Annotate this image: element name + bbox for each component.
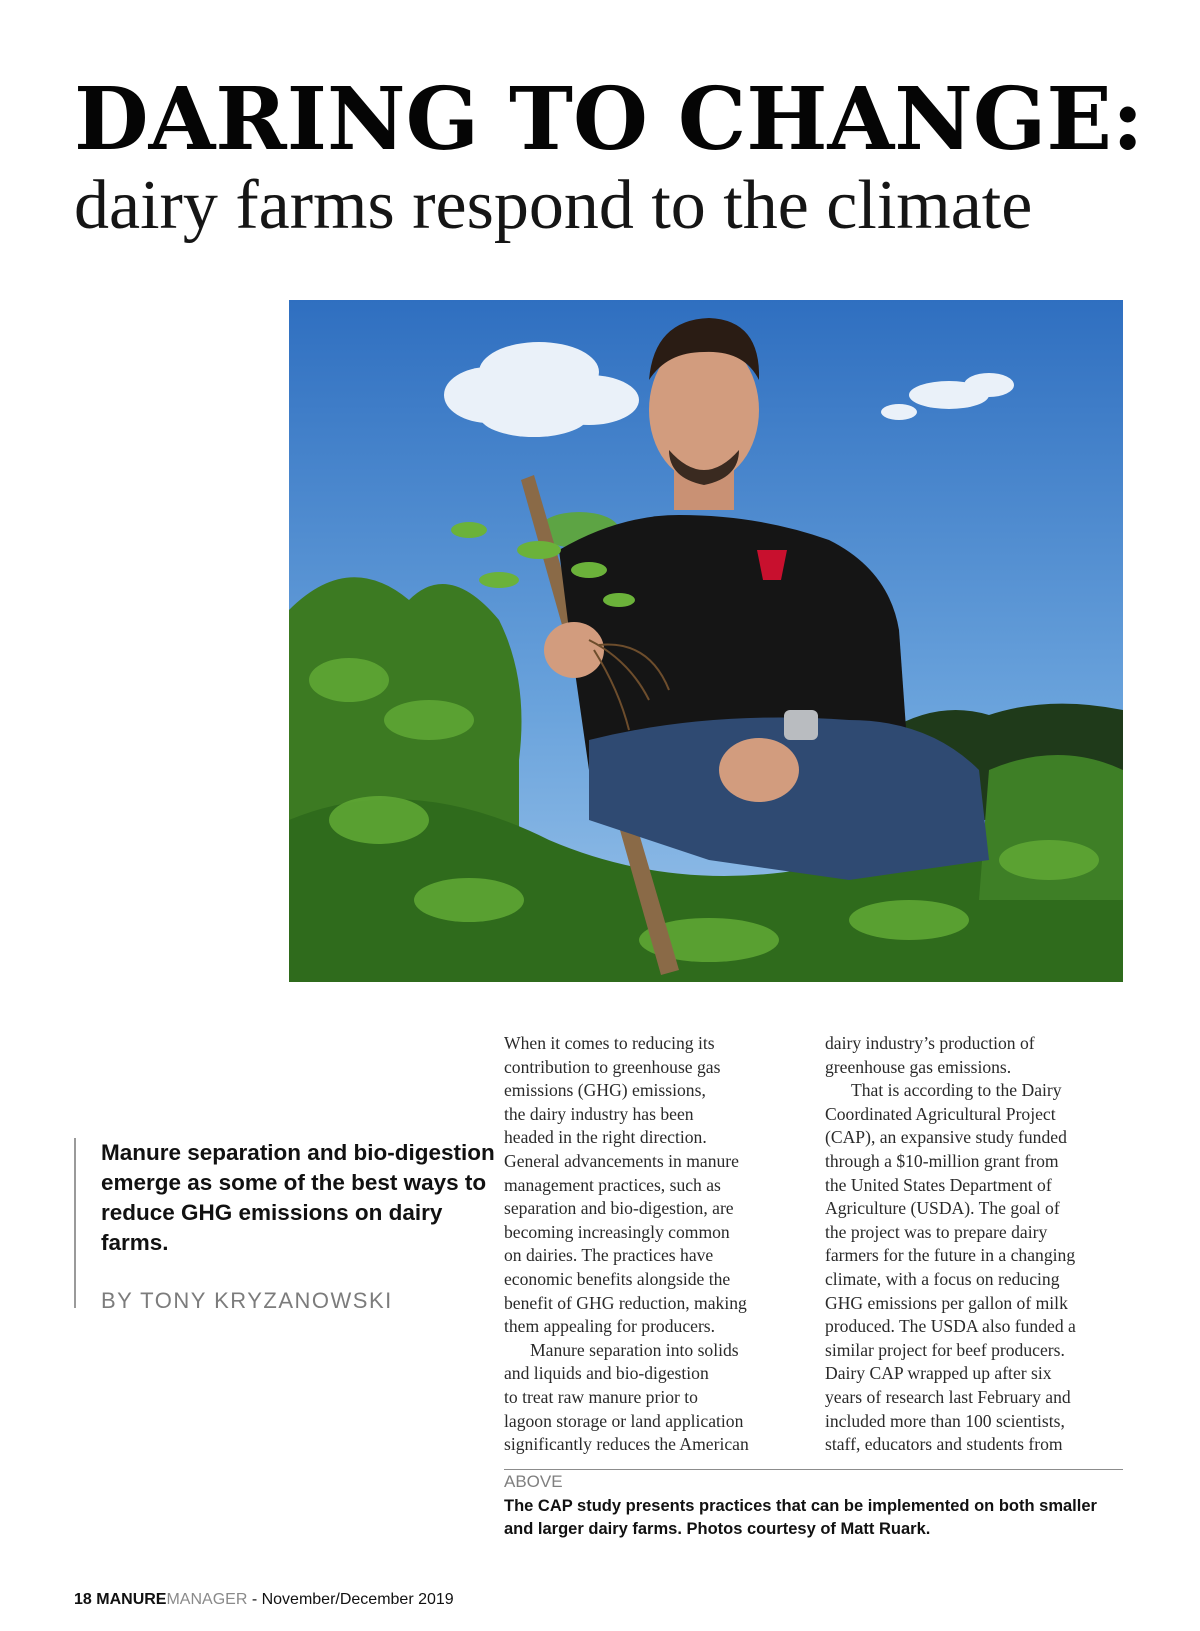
page-footer (74, 1591, 454, 1609)
body-line: That is according to the Dairy (851, 1080, 1062, 1101)
body-line: headed in the right direction. (504, 1127, 707, 1148)
body-line: years of research last February and (825, 1386, 1071, 1407)
body-line: climate, with a focus on reducing (825, 1268, 1060, 1289)
page-number: 18 (74, 1591, 92, 1608)
body-line: included more than 100 scientists, (825, 1410, 1065, 1431)
body-line: and liquids and bio-digestion (504, 1363, 709, 1384)
body-line: greenhouse gas emissions. (825, 1056, 1012, 1077)
body-line: Manure separation into solids (530, 1339, 739, 1360)
issue-date: - November/December 2019 (247, 1591, 454, 1608)
article-deck (74, 1138, 501, 1313)
body-line: When it comes to reducing its (504, 1033, 715, 1053)
body-line: through a $10-million grant from (825, 1150, 1059, 1171)
body-line: management practices, such as (504, 1174, 721, 1195)
magazine-name-light: MANAGER (166, 1591, 248, 1608)
body-line: becoming increasingly common (504, 1221, 730, 1242)
body-line: separation and bio-digestion, are (504, 1198, 734, 1219)
body-line: to treat raw manure prior to (504, 1386, 698, 1407)
byline: BY TONY KRYZANOWSKI (101, 1288, 393, 1313)
caption-divider (504, 1469, 1123, 1470)
body-line: the dairy industry has been (504, 1103, 694, 1124)
caption-label: ABOVE (504, 1472, 563, 1491)
body-column-2 (825, 1032, 1125, 1457)
feature-photo (289, 300, 1123, 982)
body-line: Coordinated Agricultural Project (825, 1103, 1056, 1124)
body-column-1 (504, 1032, 804, 1457)
subheadline: dairy farms respond to the climate (74, 167, 1033, 244)
body-line: emissions (GHG) emissions, (504, 1080, 706, 1101)
body-line: General advancements in manure (504, 1150, 739, 1171)
body-line: dairy industry’s production of (825, 1033, 1035, 1053)
body-line: Agriculture (USDA). The goal of (825, 1198, 1060, 1219)
magazine-name-bold: MANURE (96, 1591, 167, 1608)
body-line: lagoon storage or land application (504, 1410, 744, 1431)
body-line: them appealing for producers. (504, 1316, 716, 1337)
body-line: significantly reduces the American (504, 1434, 749, 1455)
body-line: Dairy CAP wrapped up after six (825, 1363, 1052, 1384)
body-line: similar project for beef producers. (825, 1339, 1065, 1360)
body-line: benefit of GHG reduction, making (504, 1292, 747, 1313)
body-line: staff, educators and students from (825, 1434, 1063, 1455)
body-line: the United States Department of (825, 1174, 1052, 1195)
headline: DARING TO CHANGE: (74, 69, 1144, 170)
body-line: (CAP), an expansive study funded (825, 1127, 1067, 1148)
body-line: farmers for the future in a changing (825, 1245, 1076, 1266)
body-line: economic benefits alongside the (504, 1268, 731, 1289)
body-line: the project was to prepare dairy (825, 1221, 1048, 1242)
body-line: GHG emissions per gallon of milk (825, 1292, 1068, 1313)
deck-text: Manure separation and bio-digestion emerge as some of the best ways to reduce GHG emissions on dairy farms. (101, 1140, 495, 1255)
body-line: contribution to greenhouse gas (504, 1056, 721, 1077)
body-line: on dairies. The practices have (504, 1245, 714, 1266)
caption-text: The CAP study presents practices that can be implemented on both smaller and larger dairy farms. Photos courtesy of Matt Ruark. (504, 1497, 1097, 1538)
body-line: produced. The USDA also funded a (825, 1316, 1076, 1337)
